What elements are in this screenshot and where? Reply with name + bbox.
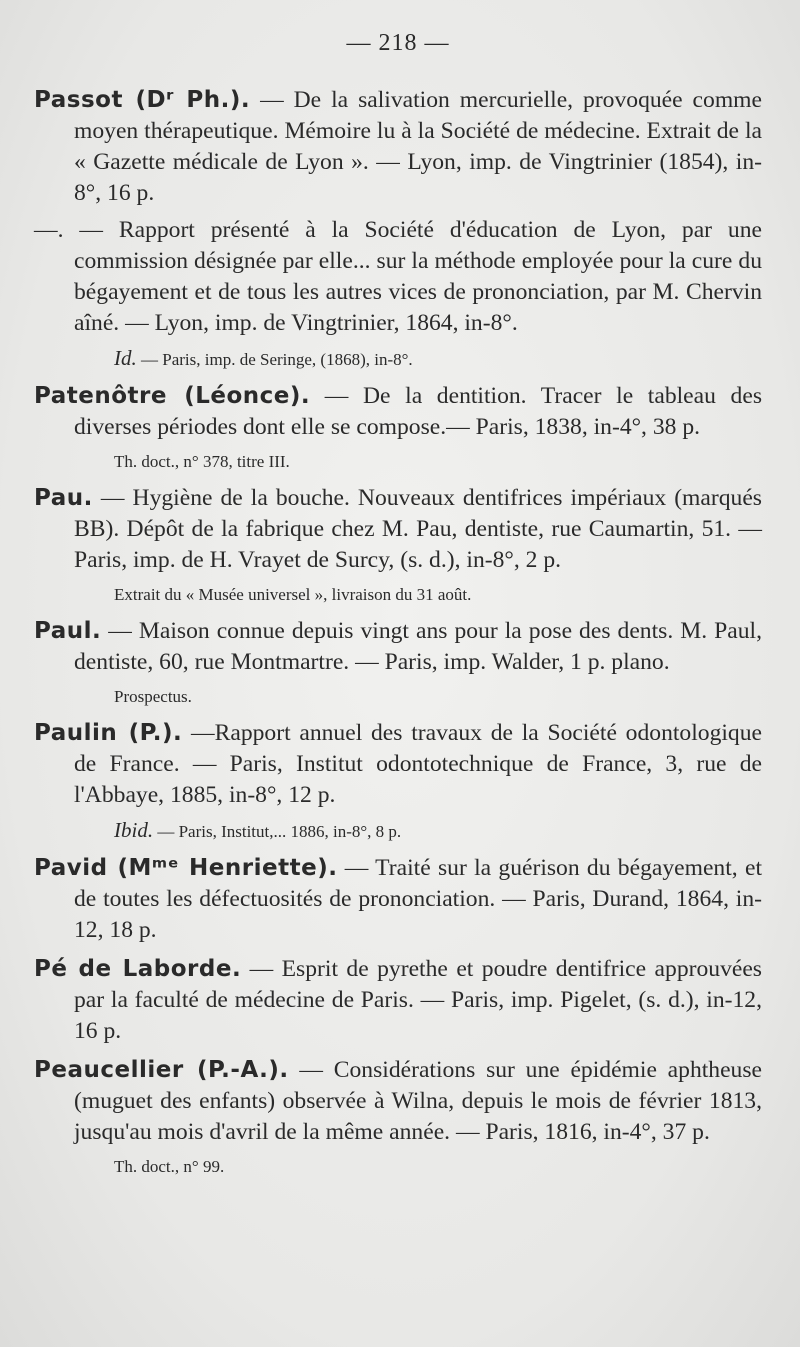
entry-note-ref: Ibid. <box>114 818 154 842</box>
entry-peaucellier <box>34 1055 762 1180</box>
entry-author: Passot (Dʳ Ph.). <box>34 87 251 113</box>
entry-paulin <box>34 718 762 845</box>
entry-pe-de-laborde <box>34 954 762 1047</box>
entry-author: Pavid (Mᵐᵉ Henriette). <box>34 855 338 881</box>
entry-note: Th. doct., n° 378, titre III. <box>114 452 290 471</box>
entry-text: — De la dentition. Tracer le tableau des diverses périodes dont elle se compose.— Paris, 1838, in-4°, 38 p. <box>74 383 762 440</box>
entry-note-text: — Paris, Institut,... 1886, in-8°, 8 p. <box>153 822 402 841</box>
entry-author: Peaucellier (P.-A.). <box>34 1057 289 1083</box>
entry-author: Paulin (P.). <box>34 720 183 746</box>
entry-author: Pau. <box>34 485 93 511</box>
entry-patenotre <box>34 381 762 475</box>
entry-sub: —. — Rapport présenté à la Société d'éducation de Lyon, par une commission désignée par elle... sur la méthode employée pour la cure du bégayement et de tous les autres vices de prononciation, par M. Chervin aîné. — Lyon, imp. de Vingtrinier, 1864, in-8°. <box>34 217 762 336</box>
entry-note-text: — Paris, imp. de Seringe, (1868), in-8°. <box>136 350 413 369</box>
entry-pau <box>34 483 762 608</box>
entry-main <box>34 616 762 678</box>
entry-text: — Maison connue depuis vingt ans pour la pose des dents. M. Paul, dentiste, 60, rue Montmartre. — Paris, imp. Walder, 1 p. plano. <box>74 618 762 675</box>
entry-text: — Hygiène de la bouche. Nouveaux dentifrices impériaux (marqués BB). Dépôt de la fabrique chez M. Pau, dentiste, rue Caumartin, 51. — Paris, imp. de H. Vrayet de Surcy, (s. d.), in-8°, 2 p. <box>74 485 762 573</box>
entry-note <box>34 817 762 845</box>
entry-main <box>34 381 762 443</box>
entry-author: Pé de Laborde. <box>34 956 242 982</box>
entry-note <box>34 345 762 373</box>
entry-main <box>34 85 762 209</box>
entry-paul <box>34 616 762 710</box>
entry-note-ref: Id. <box>114 346 137 370</box>
entry-text: — Considérations sur une épidémie aphtheuse (muguet des enfants) observée à Wilna, depuis le mois de février 1813, jusqu'au mois d'avril de la même année. — Paris, 1816, in-4°, 37 p. <box>74 1057 763 1145</box>
entry-pavid <box>34 853 762 946</box>
entry-note: Extrait du « Musée universel », livraison du 31 août. <box>114 585 472 604</box>
entry-text: — Esprit de pyrethe et poudre dentifrice approuvées par la faculté de médecine de Paris. — Paris, imp. Pigelet, (s. d.), in-12, 16 p. <box>74 956 762 1044</box>
entry-note: Th. doct., n° 99. <box>114 1157 225 1176</box>
entry-text: — De la salivation mercurielle, provoquée comme moyen thérapeutique. Mémoire lu à la Société de médecine. Extrait de la « Gazette médicale de Lyon ». — Lyon, imp. de Vingtrinier (1854), in-8°, 16 p. <box>74 87 763 206</box>
entry-text: — Traité sur la guérison du bégayement, et de toutes les défectuosités de prononciation. — Paris, Durand, 1864, in-12, 18 p. <box>74 855 762 943</box>
entry-author: Paul. <box>34 618 102 644</box>
entry-main <box>34 718 762 811</box>
entry-passot <box>34 85 762 373</box>
entry-main <box>34 1055 762 1148</box>
entry-text: —Rapport annuel des travaux de la Société odontologique de France. — Paris, Institut odontotechnique de France, 3, rue de l'Abbaye, 1885, in-8°, 12 p. <box>74 720 762 808</box>
entry-main <box>34 853 762 946</box>
entry-note: Prospectus. <box>114 687 192 706</box>
entry-main <box>34 954 762 1047</box>
page-number: — 218 — <box>346 30 450 56</box>
entry-main <box>34 483 762 576</box>
entry-author: Patenôtre (Léonce). <box>34 383 311 409</box>
